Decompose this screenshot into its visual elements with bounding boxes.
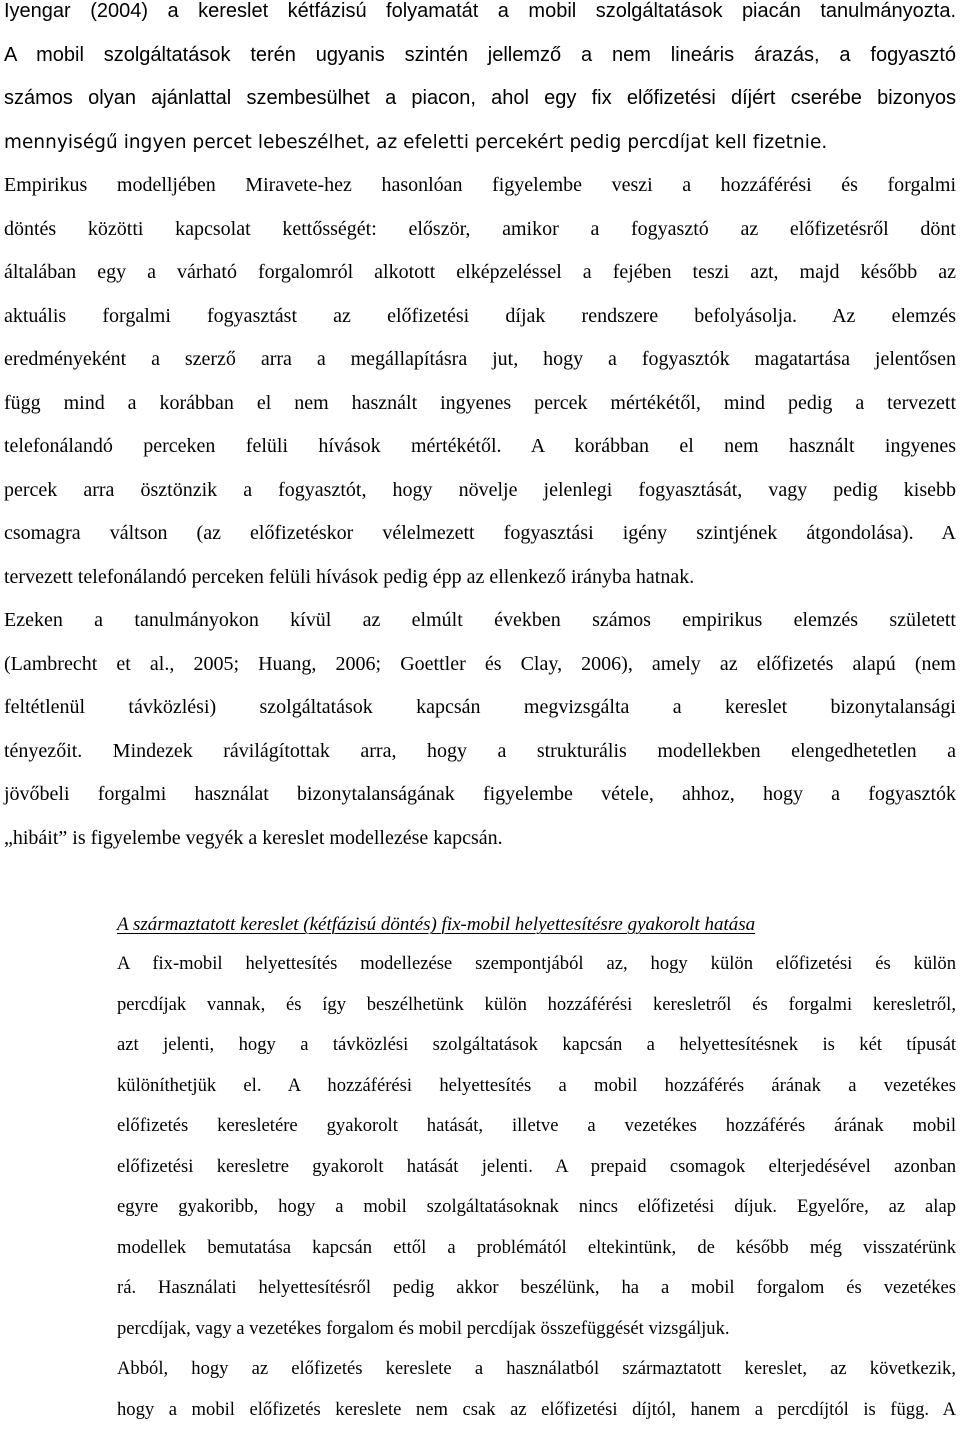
text-line: hogy a mobil előfizetés kereslete nem csak az előfizetési díjtól, hanem a percdíjtól is függ. A xyxy=(117,1390,956,1430)
section-heading: A származtatott kereslet (kétfázisú döntés) fix-mobil helyettesítésre gyakorolt hatása xyxy=(117,906,956,944)
text-line: döntés közötti kapcsolat kettősségét: először, amikor a fogyasztó az előfizetésről dönt xyxy=(4,208,956,252)
text-line: előfizetés keresletére gyakorolt hatását, illetve a vezetékes hozzáférés árának mobil xyxy=(117,1106,956,1147)
text-line: tervezett telefonálandó perceken felüli hívások pedig épp az ellenkező irányba hatnak. xyxy=(4,556,956,600)
text-line: modellek bemutatása kapcsán ettől a problémától eltekintünk, de később még visszatérünk xyxy=(117,1228,956,1269)
text-line: általában egy a várható forgalomról alkotott elképzeléssel a fejében teszi azt, majd később az xyxy=(4,251,956,295)
text-line: tényezőit. Mindezek rávilágítottak arra, hogy a strukturális modellekben elengedhetetlen a xyxy=(4,730,956,774)
text-line: aktuális forgalmi fogyasztást az előfizetési díjak rendszere befolyásolja. Az elemzés xyxy=(4,295,956,339)
text-line: rá. Használati helyettesítésről pedig akkor beszélünk, ha a mobil forgalom és vezetékes xyxy=(117,1268,956,1309)
text-line: (Lambrecht et al., 2005; Huang, 2006; Goettler és Clay, 2006), amely az előfizetés alapú (nem xyxy=(4,643,956,687)
text-line: azt jelenti, hogy a távközlési szolgáltatások kapcsán a helyettesítésnek is két típusát xyxy=(117,1025,956,1066)
text-line: percdíjak, vagy a vezetékes forgalom és mobil percdíjak összefüggését vizsgáljuk. xyxy=(117,1309,956,1350)
text-line: különíthetjük el. A hozzáférési helyettesítés a mobil hozzáférés árának a vezetékes xyxy=(117,1066,956,1107)
text-line: percdíjak vannak, és így beszélhetünk külön hozzáférési keresletről és forgalmi keresletről, xyxy=(117,985,956,1026)
text-line: előfizetési keresletre gyakorolt hatását jelenti. A prepaid csomagok elterjedésével azonban xyxy=(117,1147,956,1188)
text-line: csomagra váltson (az előfizetéskor vélelmezett fogyasztási igény szintjének átgondolása). A xyxy=(4,512,956,556)
text-line: A fix-mobil helyettesítés modellezése szempontjából az, hogy külön előfizetési és külön xyxy=(117,944,956,985)
text-line: jövőbeli forgalmi használat bizonytalanságának figyelembe vétele, ahhoz, hogy a fogyasztók xyxy=(4,773,956,817)
text-line: Iyengar (2004) a kereslet kétfázisú folyamatát a mobil szolgáltatások piacán tanulmányozta. xyxy=(4,0,956,34)
paragraph-empirical-studies xyxy=(4,0,956,860)
section-fixed-mobile-substitution xyxy=(117,906,956,1430)
text-line: A mobil szolgáltatások terén ugyanis szintén jellemző a nem lineáris árazás, a fogyasztó xyxy=(4,34,956,78)
text-line: percek arra ösztönzik a fogyasztót, hogy növelje jelenlegi fogyasztását, vagy pedig kisebb xyxy=(4,469,956,513)
text-line: egyre gyakoribb, hogy a mobil szolgáltatásoknak nincs előfizetési díjuk. Egyelőre, az alap xyxy=(117,1187,956,1228)
text-line: Abból, hogy az előfizetés kereslete a használatból származtatott kereslet, az következik, xyxy=(117,1349,956,1390)
text-line: telefonálandó perceken felüli hívások mértékétől. A korábban el nem használt ingyenes xyxy=(4,425,956,469)
text-line: számos olyan ajánlattal szembesülhet a piacon, ahol egy fix előfizetési díjért cserébe bizonyos xyxy=(4,77,956,121)
text-line: Ezeken a tanulmányokon kívül az elmúlt években számos empirikus elemzés született xyxy=(4,599,956,643)
text-line: függ mind a korábban el nem használt ingyenes percek mértékétől, mind pedig a tervezett xyxy=(4,382,956,426)
text-line: eredményeként a szerző arra a megállapításra jut, hogy a fogyasztók magatartása jelentősen xyxy=(4,338,956,382)
text-line: feltétlenül távközlési) szolgáltatások kapcsán megvizsgálta a kereslet bizonytalansági xyxy=(4,686,956,730)
text-line: „hibáit” is figyelembe vegyék a kereslet modellezése kapcsán. xyxy=(4,817,956,861)
text-line: mennyiségű ingyen percet lebeszélhet, az efeletti percekért pedig percdíjat kell fizetnie. xyxy=(4,121,956,165)
text-line: Empirikus modelljében Miravete-hez hasonlóan figyelembe veszi a hozzáférési és forgalmi xyxy=(4,164,956,208)
